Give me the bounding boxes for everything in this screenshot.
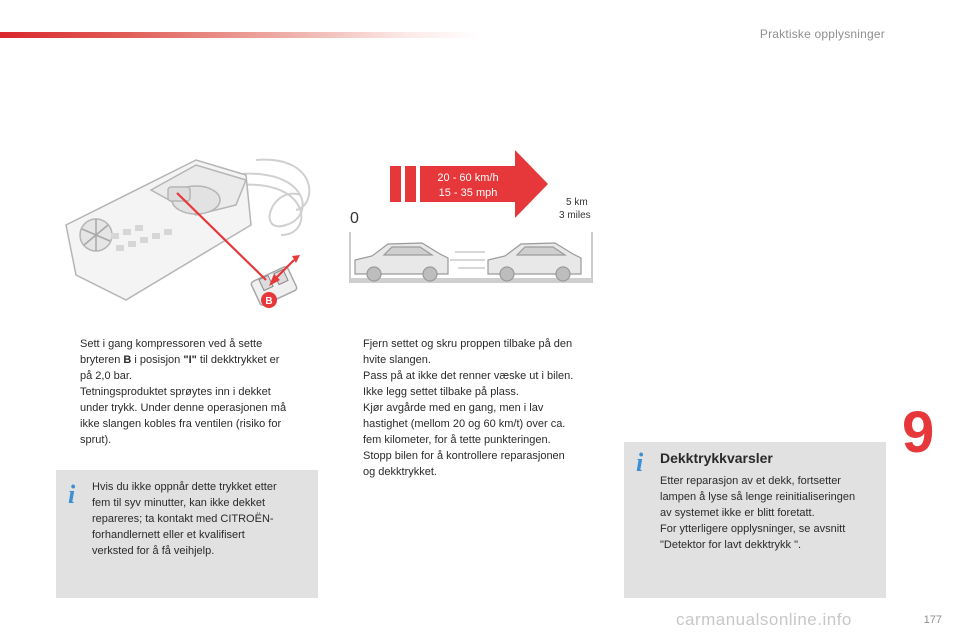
- text-line: fem kilometer, for å tette punkteringen.: [363, 434, 551, 446]
- text-line: For ytterligere opplysninger, se avsnitt: [660, 523, 846, 535]
- text-line: Sett i gang kompressoren ved å sette: [80, 338, 263, 350]
- info-icon: i: [68, 480, 76, 509]
- text-line: av systemet ikke er blitt foretatt.: [660, 507, 815, 519]
- start-distance-label: 0: [350, 210, 359, 227]
- distance-km-label: 5 km: [566, 197, 588, 208]
- text-line: ikke slangen kobles fra ventilen (risiko for: [80, 418, 282, 430]
- switch-position: "I": [183, 354, 197, 366]
- text-line: Kjør avgårde med en gang, men i lav: [363, 402, 544, 414]
- speed-kmh-label: 20 - 60 km/h: [437, 172, 499, 184]
- info-text: [660, 450, 882, 553]
- text-line: "Detektor for lavt dekktrykk ".: [660, 539, 802, 551]
- driving-distance-illustration: [340, 148, 602, 290]
- info-box-pressure: [56, 470, 318, 598]
- car-left: [355, 243, 448, 281]
- text-line: Stopp bilen for å kontrollere reparasjonen: [363, 450, 565, 462]
- text-line: sprut).: [80, 434, 112, 446]
- instruction-compressor: [58, 336, 320, 448]
- info-box-tyre-warning: [624, 442, 886, 598]
- text-line: repareres; ta kontakt med CITROËN-: [92, 513, 274, 525]
- compressor-illustration: [56, 155, 318, 315]
- text-line: fem til syv minutter, kan ikke dekket: [92, 497, 266, 509]
- text-line: Hvis du ikke oppnår dette trykket etter: [92, 481, 277, 493]
- text-line: Ikke legg settet tilbake på plass.: [363, 386, 519, 398]
- chapter-number: 9: [902, 400, 935, 465]
- text-line: bryteren B i posisjon "I" til dekktrykket er: [80, 354, 280, 366]
- text-line: under trykk. Under denne operasjonen må: [80, 402, 287, 414]
- text-line: lampen å lyse så lenge reinitialiseringen: [660, 491, 856, 503]
- list-item: [341, 448, 607, 480]
- switch-label: B: [123, 354, 132, 366]
- distance-miles-label: 3 miles: [559, 210, 591, 221]
- text-line: Pass på at ikke det renner væske ut i bilen.: [363, 370, 574, 382]
- list-item: [341, 400, 607, 448]
- text-line: på 2,0 bar.: [80, 370, 132, 382]
- list-item: [58, 336, 320, 448]
- instruction-drive: [341, 336, 607, 480]
- text-line: og dekktrykket.: [363, 466, 437, 478]
- list-item: [341, 336, 607, 400]
- text-line: Fjern settet og skru proppen tilbake på den: [363, 338, 573, 350]
- text-line: forhandlernett eller et kvalifisert: [92, 529, 245, 541]
- text-line: hvite slangen.: [363, 354, 431, 366]
- text-line: hastighet (mellom 20 og 60 km/t) over ca.: [363, 418, 566, 430]
- info-title: Dekktrykkvarsler: [660, 450, 773, 466]
- text-line: Etter reparasjon av et dekk, fortsetter: [660, 475, 841, 487]
- section-title: Praktiske opplysninger: [759, 27, 885, 41]
- watermark: carmanualsonline.info: [676, 610, 852, 629]
- header-accent-bar: [0, 32, 480, 38]
- text-line: verksted for å få veihjelp.: [92, 545, 215, 557]
- switch-callout-label: B: [265, 296, 273, 307]
- text-line: Tetningsproduktet sprøytes inn i dekket: [80, 386, 271, 398]
- info-text: [92, 479, 312, 559]
- page-number: 177: [923, 614, 942, 626]
- info-icon: i: [636, 448, 644, 477]
- speed-mph-label: 15 - 35 mph: [438, 187, 498, 199]
- car-right: [488, 243, 581, 281]
